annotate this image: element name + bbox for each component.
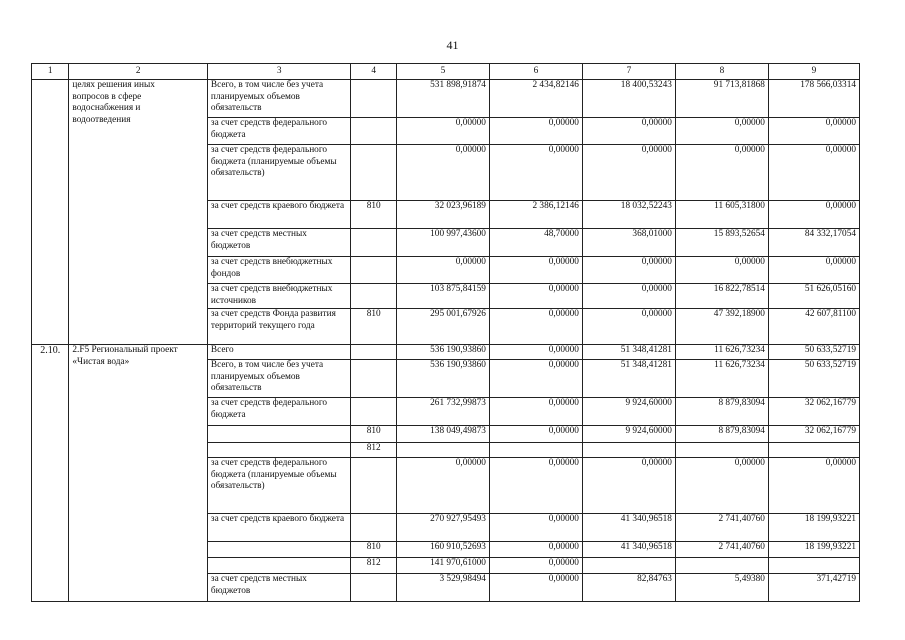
value-col-9: 0,00000 <box>768 257 859 284</box>
value-col-6: 0,00000 <box>489 398 582 426</box>
value-col-8: 11 626,73234 <box>675 345 768 360</box>
value-col-5 <box>396 443 489 458</box>
value-col-6: 0,00000 <box>489 458 582 514</box>
value-col-8: 0,00000 <box>675 458 768 514</box>
code-cell: 810 <box>351 201 396 229</box>
source-cell: за счет средств федерального бюджета (планируемые объемы обязательств) <box>207 458 351 514</box>
code-cell: 810 <box>351 542 396 558</box>
value-col-9: 0,00000 <box>768 201 859 229</box>
value-col-6: 0,00000 <box>489 145 582 201</box>
value-col-8: 0,00000 <box>675 118 768 145</box>
item-name-line: водоотведения <box>72 114 131 125</box>
header-col-8: 8 <box>675 64 768 80</box>
code-cell <box>351 360 396 398</box>
value-col-9: 42 607,81100 <box>768 309 859 345</box>
value-col-7: 51 348,41281 <box>582 345 675 360</box>
source-cell <box>207 558 351 574</box>
value-col-8: 11 626,73234 <box>675 360 768 398</box>
source-cell: за счет средств местных бюджетов <box>207 229 351 257</box>
value-col-7: 0,00000 <box>582 284 675 309</box>
value-col-6: 0,00000 <box>489 542 582 558</box>
item-name-line: водоснабжения и <box>72 103 141 113</box>
value-col-7: 18 400,53243 <box>582 80 675 118</box>
value-col-5: 3 529,98494 <box>396 574 489 602</box>
value-col-9: 18 199,93221 <box>768 542 859 558</box>
header-col-5: 5 <box>396 64 489 80</box>
value-col-8: 5,49380 <box>675 574 768 602</box>
value-col-7: 41 340,96518 <box>582 542 675 558</box>
code-cell <box>351 257 396 284</box>
value-col-6: 0,00000 <box>489 574 582 602</box>
value-col-9: 50 633,52719 <box>768 360 859 398</box>
value-col-7: 82,84763 <box>582 574 675 602</box>
code-cell <box>351 345 396 360</box>
value-col-6: 0,00000 <box>489 558 582 574</box>
value-col-7: 0,00000 <box>582 257 675 284</box>
value-col-8: 15 893,52654 <box>675 229 768 257</box>
value-col-5: 160 910,52693 <box>396 542 489 558</box>
value-col-6: 0,00000 <box>489 118 582 145</box>
source-cell <box>207 443 351 458</box>
item-name <box>69 80 208 345</box>
value-col-7: 0,00000 <box>582 118 675 145</box>
value-col-7 <box>582 443 675 458</box>
value-col-6: 0,00000 <box>489 360 582 398</box>
source-cell <box>207 542 351 558</box>
value-col-6: 0,00000 <box>489 514 582 542</box>
page-number: 41 <box>446 38 459 52</box>
header-col-1: 1 <box>32 64 69 80</box>
header-col-3: 3 <box>207 64 351 80</box>
value-col-5: 536 190,93860 <box>396 345 489 360</box>
value-col-8: 2 741,40760 <box>675 514 768 542</box>
code-cell <box>351 284 396 309</box>
header-col-2: 2 <box>69 64 208 80</box>
source-cell: за счет средств Фонда развития территорий текущего года <box>207 309 351 345</box>
value-col-5: 103 875,84159 <box>396 284 489 309</box>
value-col-6: 0,00000 <box>489 284 582 309</box>
value-col-9: 51 626,05160 <box>768 284 859 309</box>
source-cell: за счет средств краевого бюджета <box>207 201 351 229</box>
code-cell: 810 <box>351 426 396 443</box>
value-col-8: 0,00000 <box>675 145 768 201</box>
value-col-6: 2 386,12146 <box>489 201 582 229</box>
code-cell <box>351 514 396 542</box>
header-col-6: 6 <box>489 64 582 80</box>
value-col-8: 2 741,40760 <box>675 542 768 558</box>
value-col-8: 8 879,83094 <box>675 426 768 443</box>
value-col-9 <box>768 558 859 574</box>
item-name-line: вопросов в сфере <box>72 91 142 102</box>
value-col-5: 531 898,91874 <box>396 80 489 118</box>
code-cell: 812 <box>351 558 396 574</box>
value-col-9: 32 062,16779 <box>768 426 859 443</box>
value-col-5: 261 732,99873 <box>396 398 489 426</box>
header-col-7: 7 <box>582 64 675 80</box>
value-col-9: 84 332,17054 <box>768 229 859 257</box>
value-col-8: 8 879,83094 <box>675 398 768 426</box>
code-cell <box>351 398 396 426</box>
code-cell <box>351 118 396 145</box>
header-row <box>32 64 860 80</box>
code-cell <box>351 145 396 201</box>
value-col-6: 0,00000 <box>489 426 582 443</box>
source-cell: Всего, в том числе без учета планируемых объемов обязательств <box>207 360 351 398</box>
value-col-7: 9 924,60000 <box>582 398 675 426</box>
value-col-9: 50 633,52719 <box>768 345 859 360</box>
value-col-5: 295 001,67926 <box>396 309 489 345</box>
source-cell: Всего <box>207 345 351 360</box>
source-cell: Всего, в том числе без учета планируемых объемов обязательств <box>207 80 351 118</box>
value-col-9: 0,00000 <box>768 118 859 145</box>
code-cell: 810 <box>351 309 396 345</box>
value-col-5: 0,00000 <box>396 257 489 284</box>
table-row <box>32 80 860 118</box>
value-col-5: 32 023,96189 <box>396 201 489 229</box>
value-col-7 <box>582 558 675 574</box>
value-col-8: 47 392,18900 <box>675 309 768 345</box>
value-col-9: 18 199,93221 <box>768 514 859 542</box>
code-cell: 812 <box>351 443 396 458</box>
value-col-5: 138 049,49873 <box>396 426 489 443</box>
value-col-5: 0,00000 <box>396 145 489 201</box>
value-col-9: 178 566,03314 <box>768 80 859 118</box>
value-col-6 <box>489 443 582 458</box>
value-col-8: 0,00000 <box>675 257 768 284</box>
value-col-7: 18 032,52243 <box>582 201 675 229</box>
source-cell: за счет средств краевого бюджета <box>207 514 351 542</box>
source-cell: за счет средств федерального бюджета <box>207 398 351 426</box>
value-col-7: 0,00000 <box>582 309 675 345</box>
value-col-6: 0,00000 <box>489 309 582 345</box>
value-col-5: 270 927,95493 <box>396 514 489 542</box>
value-col-5: 536 190,93860 <box>396 360 489 398</box>
item-name-line: 2.F5 Региональный проект <box>72 345 178 355</box>
item-name-line: целях решения иных <box>72 80 155 90</box>
source-cell: за счет средств местных бюджетов <box>207 574 351 602</box>
code-cell <box>351 80 396 118</box>
value-col-9: 0,00000 <box>768 458 859 514</box>
source-cell: за счет средств федерального бюджета (планируемые объемы обязательств) <box>207 145 351 201</box>
value-col-6: 2 434,82146 <box>489 80 582 118</box>
value-col-6: 48,70000 <box>489 229 582 257</box>
header-col-9: 9 <box>768 64 859 80</box>
value-col-5: 0,00000 <box>396 118 489 145</box>
value-col-9 <box>768 443 859 458</box>
source-cell: за счет средств федерального бюджета <box>207 118 351 145</box>
value-col-9: 0,00000 <box>768 145 859 201</box>
row-number-empty <box>32 80 69 345</box>
header-col-4: 4 <box>351 64 396 80</box>
table-row <box>32 345 860 360</box>
code-cell <box>351 458 396 514</box>
value-col-7: 9 924,60000 <box>582 426 675 443</box>
value-col-5: 100 997,43600 <box>396 229 489 257</box>
value-col-6: 0,00000 <box>489 257 582 284</box>
value-col-7: 0,00000 <box>582 145 675 201</box>
value-col-7: 41 340,96518 <box>582 514 675 542</box>
value-col-7: 0,00000 <box>582 458 675 514</box>
value-col-6: 0,00000 <box>489 345 582 360</box>
value-col-9: 371,42719 <box>768 574 859 602</box>
code-cell <box>351 574 396 602</box>
code-cell <box>351 229 396 257</box>
item-name-line: «Чистая вода» <box>72 356 130 367</box>
value-col-5: 141 970,61000 <box>396 558 489 574</box>
row-number: 2.10. <box>32 345 69 602</box>
budget-table <box>31 63 860 602</box>
value-col-8: 11 605,31800 <box>675 201 768 229</box>
item-name <box>69 345 208 602</box>
value-col-5: 0,00000 <box>396 458 489 514</box>
value-col-8: 16 822,78514 <box>675 284 768 309</box>
source-cell: за счет средств внебюджетных источников <box>207 284 351 309</box>
value-col-7: 368,01000 <box>582 229 675 257</box>
source-cell <box>207 426 351 443</box>
value-col-8: 91 713,81868 <box>675 80 768 118</box>
value-col-8 <box>675 558 768 574</box>
value-col-9: 32 062,16779 <box>768 398 859 426</box>
value-col-7: 51 348,41281 <box>582 360 675 398</box>
source-cell: за счет средств внебюджетных фондов <box>207 257 351 284</box>
value-col-8 <box>675 443 768 458</box>
